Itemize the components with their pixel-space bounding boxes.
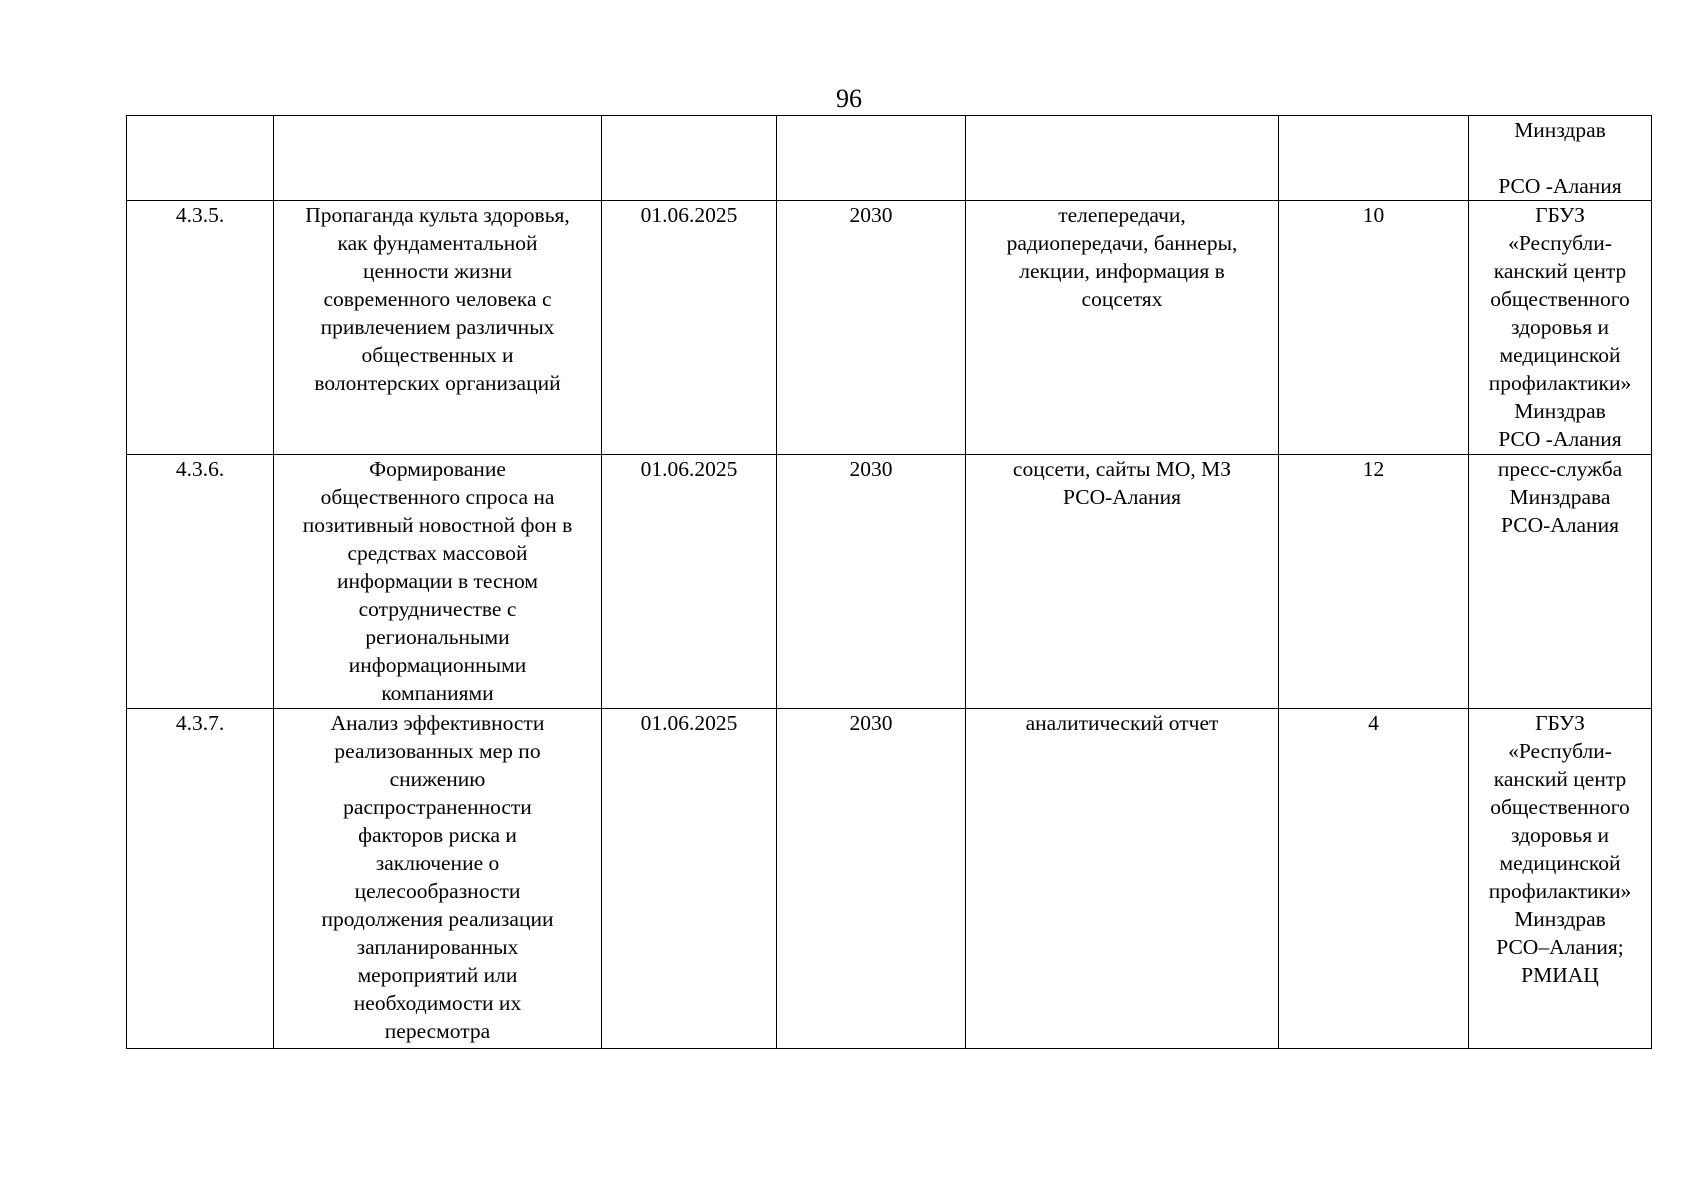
responsible-cell-line: Минздрава — [1509, 485, 1611, 509]
activity-cell-line: средствах массовой — [347, 541, 528, 565]
result-cell-line: соцсетях — [1081, 287, 1163, 311]
activity-cell-line: Пропаганда культа здоровья, — [305, 203, 570, 227]
activity-cell-line: снижению — [389, 767, 486, 791]
activity-cell-line: заключение о — [375, 851, 500, 875]
activity-cell-line: распространенности — [343, 795, 532, 819]
responsible-cell-line: Минздрав — [1514, 118, 1606, 142]
activity-cell-line: запланированных — [356, 935, 519, 959]
responsible-cell-line: Минздрав — [1514, 399, 1606, 423]
activity-cell — [274, 455, 602, 709]
table-row — [127, 116, 1652, 201]
activity-cell-line: волонтерских организаций — [314, 371, 561, 395]
count-cell: 10 — [1279, 201, 1469, 455]
activity-cell-line: Формирование — [369, 457, 506, 481]
responsible-cell-line: РСО -Алания — [1498, 427, 1622, 451]
responsible-cell-line: «Республи- — [1508, 231, 1612, 255]
end-year-cell: 2030 — [777, 201, 966, 455]
result-cell-line: лекции, информация в — [1019, 259, 1225, 283]
responsible-cell-line: РСО -Алания — [1498, 174, 1622, 198]
activity-cell — [274, 116, 602, 201]
item-number-cell: 4.3.7. — [127, 709, 274, 1049]
responsible-cell-line: общественного — [1490, 795, 1630, 819]
responsible-cell — [1469, 116, 1652, 201]
responsible-cell-line: РСО–Алания; — [1496, 935, 1624, 959]
activity-cell-line: реализованных мер по — [334, 739, 541, 763]
responsible-cell-line: медицинской — [1499, 851, 1621, 875]
activity-cell-line: привлечением различных — [320, 315, 555, 339]
table-row — [127, 455, 1652, 709]
activity-cell-line: продолжения реализации — [321, 907, 554, 931]
result-cell-line: аналитический отчет — [1025, 711, 1219, 735]
responsible-cell-line: профилактики» — [1488, 371, 1632, 395]
responsible-cell-line: Минздрав — [1514, 907, 1606, 931]
activity-cell-line: ценности жизни — [362, 259, 513, 283]
responsible-cell-line: канский центр — [1493, 259, 1627, 283]
responsible-cell — [1469, 709, 1652, 1049]
activity-cell-line: современного человека с — [323, 287, 552, 311]
result-cell — [966, 116, 1279, 201]
result-cell-line: телепередачи, — [1058, 203, 1186, 227]
activity-cell-line: информационными — [348, 653, 527, 677]
count-cell — [1279, 116, 1469, 201]
responsible-cell-line: канский центр — [1493, 767, 1627, 791]
item-number-cell: 4.3.6. — [127, 455, 274, 709]
count-cell: 4 — [1279, 709, 1469, 1049]
result-cell-line: радиопередачи, баннеры, — [1006, 231, 1238, 255]
table-row — [127, 709, 1652, 1049]
item-number-cell: 4.3.5. — [127, 201, 274, 455]
end-year-cell: 2030 — [777, 455, 966, 709]
result-cell-line: РСО-Алания — [1063, 485, 1181, 509]
responsible-cell-line: ГБУЗ — [1535, 711, 1585, 735]
activity-cell-line: общественных и — [361, 343, 514, 367]
activity-cell-line: позитивный новостной фон в — [302, 513, 573, 537]
activity-cell-line: пересмотра — [384, 1019, 491, 1043]
end-year-cell: 2030 — [777, 709, 966, 1049]
activities-table — [126, 115, 1652, 1049]
responsible-cell-line: пресс-служба — [1497, 457, 1623, 481]
responsible-cell — [1469, 201, 1652, 455]
item-number-cell — [127, 116, 274, 201]
responsible-cell-line — [1475, 144, 1645, 172]
responsible-cell-line: «Республи- — [1508, 739, 1612, 763]
end-year-cell — [777, 116, 966, 201]
table-row — [127, 201, 1652, 455]
activity-cell-line: мероприятий или — [357, 963, 518, 987]
result-cell — [966, 201, 1279, 455]
count-cell: 12 — [1279, 455, 1469, 709]
start-date-cell — [602, 116, 777, 201]
activity-cell-line: факторов риска и — [358, 823, 517, 847]
result-cell — [966, 455, 1279, 709]
activity-cell-line: необходимости их — [353, 991, 522, 1015]
responsible-cell-line: здоровья и — [1510, 315, 1610, 339]
responsible-cell-line: РМИАЦ — [1521, 963, 1599, 987]
activity-cell-line: информации в тесном — [336, 569, 538, 593]
activity-cell-line: Анализ эффективности — [330, 711, 545, 735]
activity-cell-line: как фундаментальной — [337, 231, 538, 255]
activity-cell — [274, 709, 602, 1049]
start-date-cell: 01.06.2025 — [602, 709, 777, 1049]
result-cell — [966, 709, 1279, 1049]
page-number: 96 — [836, 84, 862, 113]
responsible-cell-line: ГБУЗ — [1535, 203, 1585, 227]
activity-cell-line: региональными — [365, 625, 510, 649]
responsible-cell-line: здоровья и — [1510, 823, 1610, 847]
activity-cell-line: сотрудничестве с — [358, 597, 517, 621]
start-date-cell: 01.06.2025 — [602, 201, 777, 455]
start-date-cell: 01.06.2025 — [602, 455, 777, 709]
responsible-cell-line: общественного — [1490, 287, 1630, 311]
responsible-cell-line: медицинской — [1499, 343, 1621, 367]
activity-cell-line: компаниями — [381, 681, 494, 705]
responsible-cell-line: РСО-Алания — [1501, 513, 1619, 537]
result-cell-line: соцсети, сайты МО, МЗ — [1012, 457, 1232, 481]
activity-cell-line: целесообразности — [354, 879, 521, 903]
activity-cell-line: общественного спроса на — [320, 485, 555, 509]
activity-cell — [274, 201, 602, 455]
responsible-cell — [1469, 455, 1652, 709]
responsible-cell-line: профилактики» — [1488, 879, 1632, 903]
